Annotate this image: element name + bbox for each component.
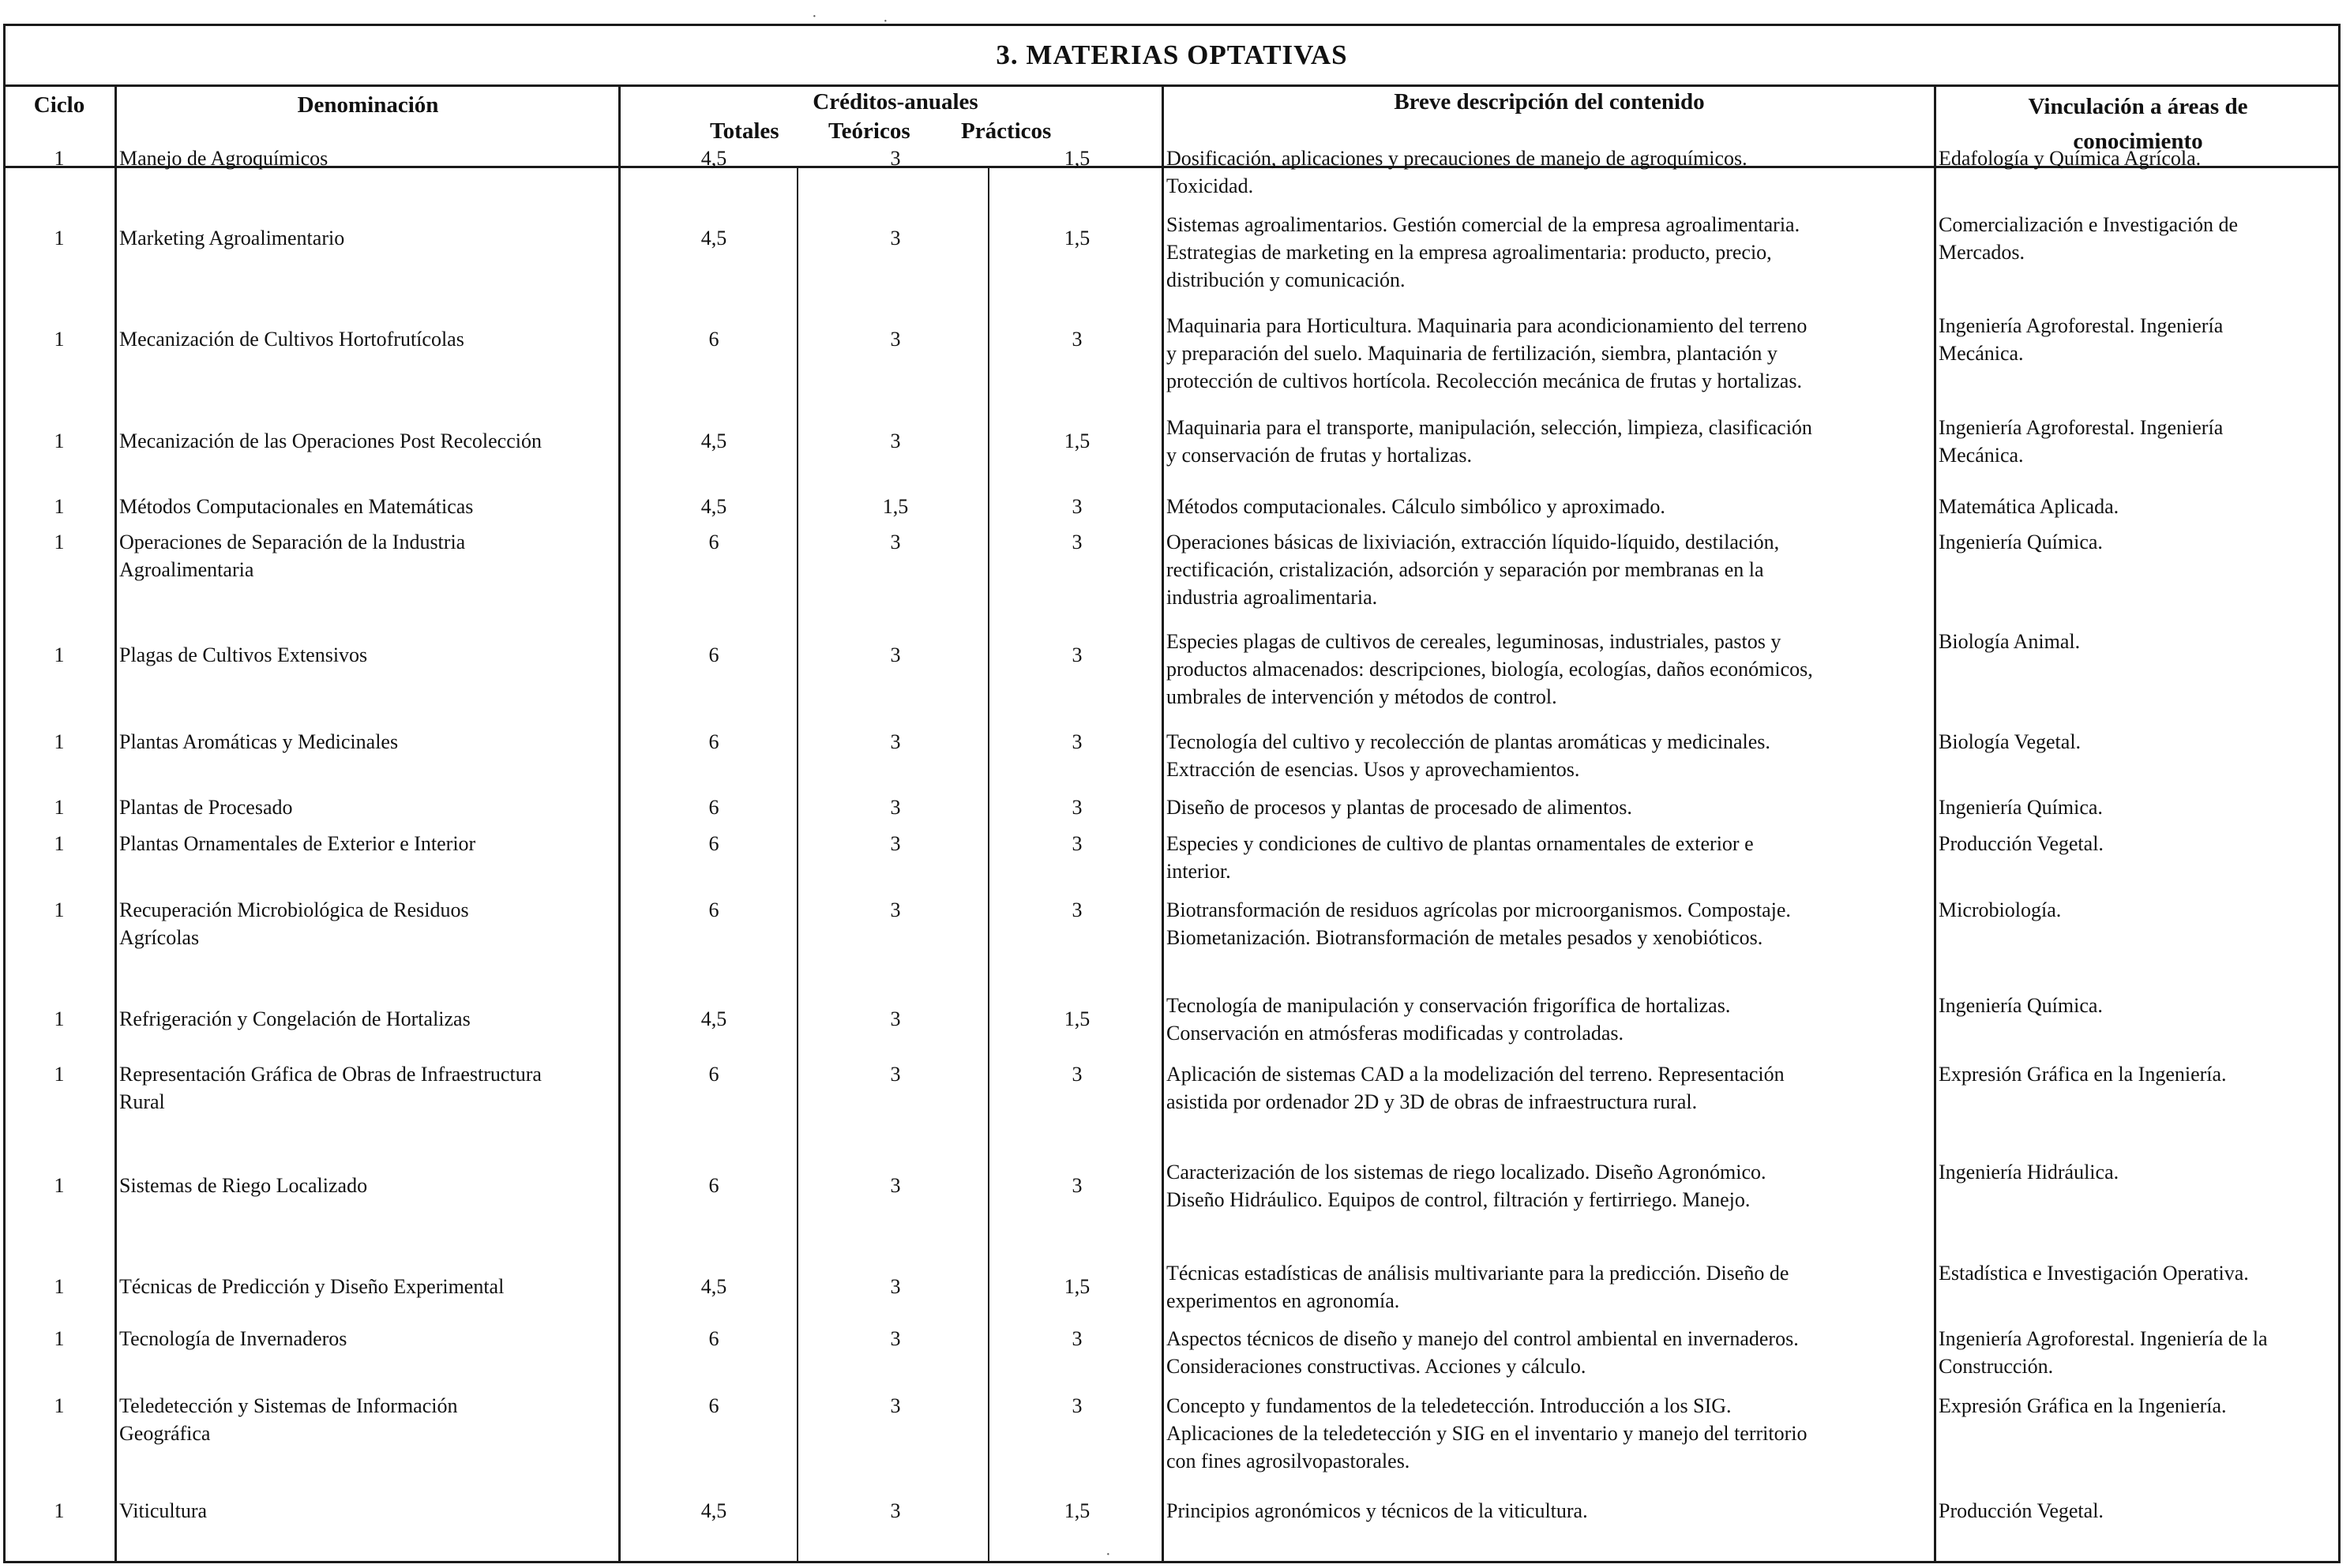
cell-denominacion: [119, 728, 617, 756]
cell-vinculacion-line: Biología Animal.: [1939, 630, 2081, 653]
cell-totales: 4,5: [700, 1007, 727, 1030]
cell-denominacion: [119, 793, 617, 821]
cell-teoricos: 3: [890, 730, 901, 753]
cell-practicos: 1,5: [1064, 1007, 1091, 1030]
cell-descripcion: [1166, 493, 1932, 520]
cell-denominacion-line: Plantas Ornamentales de Exterior e Interior: [119, 832, 476, 855]
scan-speck: ·: [812, 8, 817, 25]
cell-descripcion-line: Biotransformación de residuos agrícolas por microorganismos. Compostaje.: [1166, 898, 1791, 921]
cell-teoricos: 3: [890, 1007, 901, 1030]
cell-totales: 6: [708, 531, 719, 553]
cell-teoricos: 3: [890, 328, 901, 351]
cell-denominacion-line: Recuperación Microbiológica de Residuos: [119, 898, 469, 921]
cell-vinculacion: [1939, 992, 2333, 1019]
cell-practicos: 3: [1072, 531, 1083, 553]
cell-denominacion-line: Rural: [119, 1090, 165, 1113]
cell-teoricos: 3: [890, 898, 901, 921]
cell-vinculacion-line: Ingeniería Química.: [1939, 994, 2103, 1017]
cell-teoricos: 3: [890, 643, 901, 666]
cell-vinculacion-line: Ingeniería Agroforestal. Ingeniería de la: [1939, 1327, 2268, 1350]
cell-descripcion: [1166, 628, 1932, 711]
cell-descripcion-line: y conservación de frutas y hortalizas.: [1166, 444, 1472, 467]
cell-descripcion-line: interior.: [1166, 860, 1231, 883]
cell-vinculacion: [1939, 312, 2333, 367]
cell-teoricos: 3: [890, 832, 901, 855]
header-totales: Totales: [710, 118, 779, 144]
cell-denominacion: [119, 1172, 617, 1199]
header-practicos: Prácticos: [961, 118, 1052, 144]
column-rule: [1934, 84, 1936, 1561]
scan-speck: ·: [1106, 1546, 1111, 1563]
cell-vinculacion-line: Construcción.: [1939, 1355, 2054, 1378]
cell-teoricos: 3: [890, 1499, 901, 1522]
cell-vinculacion-line: Expresión Gráfica en la Ingeniería.: [1939, 1394, 2227, 1417]
cell-denominacion-line: Métodos Computacionales en Matemáticas: [119, 495, 474, 518]
cell-vinculacion-line: Mercados.: [1939, 241, 2025, 264]
cell-descripcion: [1166, 793, 1932, 821]
cell-descripcion-line: protección de cultivos hortícola. Recolección mecánica de frutas y hortalizas.: [1166, 369, 1802, 392]
cell-descripcion-line: asistida por ordenador 2D y 3D de obras de infraestructura rural.: [1166, 1090, 1698, 1113]
cell-descripcion: [1166, 1259, 1932, 1315]
cell-denominacion: [119, 896, 617, 951]
cell-descripcion-line: Consideraciones constructivas. Acciones y cálculo.: [1166, 1355, 1586, 1378]
cell-descripcion: [1166, 312, 1932, 395]
cell-vinculacion-line: Biología Vegetal.: [1939, 730, 2082, 753]
cell-vinculacion-line: Edafología y Química Agrícola.: [1939, 147, 2202, 170]
cell-ciclo: 1: [54, 1394, 65, 1417]
cell-practicos: 3: [1072, 1394, 1083, 1417]
cell-descripcion-line: Aplicaciones de la teledetección y SIG en el inventario y manejo del territorio: [1166, 1422, 1808, 1445]
cell-totales: 6: [708, 1394, 719, 1417]
cell-vinculacion: [1939, 414, 2333, 469]
cell-denominacion: [119, 224, 617, 252]
cell-descripcion-line: Concepto y fundamentos de la teledetección. Introducción a los SIG.: [1166, 1394, 1732, 1417]
cell-denominacion-line: Plantas de Procesado: [119, 796, 293, 819]
cell-denominacion: [119, 1497, 617, 1525]
cell-descripcion-line: Biometanización. Biotransformación de metales pesados y xenobióticos.: [1166, 926, 1763, 949]
cell-totales: 6: [708, 832, 719, 855]
cell-teoricos: 3: [890, 227, 901, 249]
cell-ciclo: 1: [54, 796, 65, 819]
cell-denominacion-line: Teledetección y Sistemas de Información: [119, 1394, 458, 1417]
cell-descripcion: [1166, 1060, 1932, 1116]
cell-ciclo: 1: [54, 1275, 65, 1298]
cell-vinculacion: [1939, 728, 2333, 756]
cell-ciclo: 1: [54, 328, 65, 351]
cell-descripcion-line: Sistemas agroalimentarios. Gestión comercial de la empresa agroalimentaria.: [1166, 213, 1800, 236]
cell-totales: 4,5: [700, 430, 727, 452]
cell-vinculacion: [1939, 896, 2333, 924]
cell-totales: 4,5: [700, 147, 727, 170]
cell-ciclo: 1: [54, 1327, 65, 1350]
cell-denominacion-line: Mecanización de las Operaciones Post Recolección: [119, 430, 542, 452]
cell-practicos: 3: [1072, 1174, 1083, 1197]
cell-descripcion: [1166, 144, 1932, 200]
cell-ciclo: 1: [54, 730, 65, 753]
cell-denominacion-line: Operaciones de Separación de la Industria: [119, 531, 466, 553]
cell-denominacion: [119, 641, 617, 669]
cell-totales: 6: [708, 1327, 719, 1350]
cell-descripcion-line: Estrategias de marketing en la empresa agroalimentaria: producto, precio,: [1166, 241, 1772, 264]
scan-speck: ·: [883, 13, 888, 30]
cell-teoricos: 3: [890, 796, 901, 819]
cell-denominacion-line: Marketing Agroalimentario: [119, 227, 345, 249]
header-ciclo: Ciclo: [33, 92, 85, 118]
cell-descripcion-line: Principios agronómicos y técnicos de la viticultura.: [1166, 1499, 1588, 1522]
cell-totales: 4,5: [700, 1275, 727, 1298]
cell-practicos: 1,5: [1064, 1275, 1091, 1298]
cell-denominacion-line: Agroalimentaria: [119, 558, 254, 581]
cell-descripcion-line: Tecnología del cultivo y recolección de plantas aromáticas y medicinales.: [1166, 730, 1770, 753]
cell-descripcion: [1166, 830, 1932, 885]
cell-ciclo: 1: [54, 147, 65, 170]
cell-descripcion-line: Dosificación, aplicaciones y precauciones de manejo de agroquímicos.: [1166, 147, 1747, 170]
cell-vinculacion: [1939, 493, 2333, 520]
cell-denominacion: [119, 1005, 617, 1033]
cell-teoricos: 3: [890, 531, 901, 553]
cell-denominacion: [119, 427, 617, 455]
cell-practicos: 3: [1072, 730, 1083, 753]
cell-descripcion: [1166, 528, 1932, 611]
cell-teoricos: 3: [890, 430, 901, 452]
cell-ciclo: 1: [54, 643, 65, 666]
cell-ciclo: 1: [54, 495, 65, 518]
cell-descripcion-line: Conservación en atmósferas modificadas y controladas.: [1166, 1022, 1624, 1045]
cell-teoricos: 3: [890, 1275, 901, 1298]
cell-vinculacion-line: Ingeniería Química.: [1939, 531, 2103, 553]
cell-vinculacion: [1939, 1392, 2333, 1420]
cell-practicos: 3: [1072, 495, 1083, 518]
cell-ciclo: 1: [54, 430, 65, 452]
cell-totales: 6: [708, 898, 719, 921]
cell-descripcion: [1166, 992, 1932, 1047]
cell-denominacion-line: Manejo de Agroquímicos: [119, 147, 328, 170]
cell-practicos: 1,5: [1064, 147, 1091, 170]
cell-ciclo: 1: [54, 227, 65, 249]
cell-descripcion-line: Maquinaria para el transporte, manipulación, selección, limpieza, clasificación: [1166, 416, 1812, 439]
cell-ciclo: 1: [54, 832, 65, 855]
cell-practicos: 3: [1072, 1063, 1083, 1086]
cell-denominacion-line: Tecnología de Invernaderos: [119, 1327, 347, 1350]
cell-descripcion-line: Tecnología de manipulación y conservación frigorífica de hortalizas.: [1166, 994, 1731, 1017]
cell-descripcion: [1166, 1497, 1932, 1525]
cell-practicos: 3: [1072, 1327, 1083, 1350]
cell-vinculacion-line: Mecánica.: [1939, 342, 2024, 365]
cell-vinculacion-line: Ingeniería Agroforestal. Ingeniería: [1939, 416, 2224, 439]
document-table: [3, 24, 2341, 1563]
cell-totales: 4,5: [700, 1499, 727, 1522]
cell-descripcion-line: Maquinaria para Horticultura. Maquinaria para acondicionamiento del terreno: [1166, 314, 1808, 337]
cell-totales: 4,5: [700, 227, 727, 249]
cell-descripcion-line: Aspectos técnicos de diseño y manejo del control ambiental en invernaderos.: [1166, 1327, 1799, 1350]
cell-denominacion-line: Mecanización de Cultivos Hortofrutícolas: [119, 328, 464, 351]
cell-denominacion-line: Agrícolas: [119, 926, 200, 949]
cell-vinculacion: [1939, 1259, 2333, 1287]
cell-denominacion: [119, 1273, 617, 1300]
cell-descripcion: [1166, 1325, 1932, 1380]
cell-descripcion-line: Métodos computacionales. Cálculo simbólico y aproximado.: [1166, 495, 1665, 518]
cell-vinculacion: [1939, 1158, 2333, 1186]
cell-descripcion-line: Especies plagas de cultivos de cereales, leguminosas, industriales, pastos y: [1166, 630, 1781, 653]
column-rule: [114, 84, 117, 1561]
cell-denominacion-line: Sistemas de Riego Localizado: [119, 1174, 368, 1197]
cell-vinculacion: [1939, 528, 2333, 556]
cell-practicos: 3: [1072, 832, 1083, 855]
cell-teoricos: 3: [890, 1063, 901, 1086]
cell-denominacion-line: Geográfica: [119, 1422, 211, 1445]
cell-vinculacion-line: Expresión Gráfica en la Ingeniería.: [1939, 1063, 2227, 1086]
cell-teoricos: 3: [890, 147, 901, 170]
cell-teoricos: 3: [890, 1327, 901, 1350]
cell-descripcion-line: Caracterización de los sistemas de riego localizado. Diseño Agronómico.: [1166, 1161, 1766, 1184]
cell-vinculacion: [1939, 830, 2333, 857]
cell-practicos: 1,5: [1064, 430, 1091, 452]
cell-denominacion: [119, 325, 617, 353]
cell-totales: 6: [708, 643, 719, 666]
cell-vinculacion-line: Ingeniería Química.: [1939, 796, 2103, 819]
header-vinculacion-line2: conocimiento: [2073, 129, 2203, 154]
cell-vinculacion-line: Microbiología.: [1939, 898, 2062, 921]
cell-descripcion-line: industria agroalimentaria.: [1166, 586, 1378, 609]
cell-denominacion-line: Plantas Aromáticas y Medicinales: [119, 730, 399, 753]
cell-denominacion: [119, 493, 617, 520]
cell-vinculacion-line: Ingeniería Hidráulica.: [1939, 1161, 2119, 1184]
cell-vinculacion-line: Estadística e Investigación Operativa.: [1939, 1262, 2249, 1285]
cell-descripcion-line: Operaciones básicas de lixiviación, extracción líquido-líquido, destilación,: [1166, 531, 1780, 553]
cell-descripcion-line: Diseño Hidráulico. Equipos de control, filtración y fertirriego. Manejo.: [1166, 1188, 1751, 1211]
cell-descripcion: [1166, 896, 1932, 951]
cell-practicos: 3: [1072, 643, 1083, 666]
cell-vinculacion-line: Comercialización e Investigación de: [1939, 213, 2239, 236]
cell-denominacion-line: Refrigeración y Congelación de Hortalizas: [119, 1007, 471, 1030]
cell-totales: 6: [708, 796, 719, 819]
cell-descripcion-line: con fines agrosilvopastorales.: [1166, 1450, 1410, 1472]
cell-descripcion: [1166, 414, 1932, 469]
cell-denominacion: [119, 1325, 617, 1352]
cell-descripcion: [1166, 1392, 1932, 1475]
cell-totales: 6: [708, 1063, 719, 1086]
cell-descripcion-line: Aplicación de sistemas CAD a la modelización del terreno. Representación: [1166, 1063, 1785, 1086]
cell-vinculacion-line: Mecánica.: [1939, 444, 2024, 467]
cell-descripcion-line: umbrales de intervención y métodos de control.: [1166, 685, 1557, 708]
cell-ciclo: 1: [54, 1063, 65, 1086]
cell-descripcion-line: y preparación del suelo. Maquinaria de fertilización, siembra, plantación y: [1166, 342, 1778, 365]
cell-vinculacion: [1939, 793, 2333, 821]
cell-descripcion-line: Toxicidad.: [1166, 174, 1254, 197]
cell-practicos: 1,5: [1064, 227, 1091, 249]
cell-vinculacion: [1939, 211, 2333, 266]
cell-vinculacion: [1939, 1497, 2333, 1525]
cell-vinculacion: [1939, 1325, 2333, 1380]
cell-descripcion-line: Diseño de procesos y plantas de procesado de alimentos.: [1166, 796, 1632, 819]
cell-teoricos: 3: [890, 1174, 901, 1197]
cell-descripcion: [1166, 728, 1932, 783]
cell-descripcion: [1166, 211, 1932, 294]
cell-descripcion-line: productos almacenados: descripciones, biología, ecologías, daños económicos,: [1166, 658, 1813, 681]
cell-denominacion-line: Representación Gráfica de Obras de Infraestructura: [119, 1063, 542, 1086]
cell-descripcion: [1166, 1158, 1932, 1214]
cell-vinculacion: [1939, 1060, 2333, 1088]
cell-ciclo: 1: [54, 531, 65, 553]
cell-denominacion-line: Viticultura: [119, 1499, 208, 1522]
column-rule: [618, 84, 621, 1561]
cell-denominacion: [119, 144, 617, 172]
page-title: 3. MATERIAS OPTATIVAS: [6, 26, 2338, 87]
header-denominacion: Denominación: [297, 92, 439, 118]
cell-totales: 6: [708, 1174, 719, 1197]
cell-descripcion-line: distribución y comunicación.: [1166, 268, 1406, 291]
header-teoricos: Teóricos: [828, 118, 910, 144]
cell-practicos: 1,5: [1064, 1499, 1091, 1522]
header-vinculacion-line1: Vinculación a áreas de: [2028, 94, 2248, 119]
cell-ciclo: 1: [54, 898, 65, 921]
cell-practicos: 3: [1072, 898, 1083, 921]
cell-totales: 4,5: [700, 495, 727, 518]
cell-ciclo: 1: [54, 1499, 65, 1522]
cell-denominacion: [119, 528, 617, 583]
cell-denominacion-line: Plagas de Cultivos Extensivos: [119, 643, 368, 666]
cell-descripcion-line: rectificación, cristalización, adsorción y separación por membranas en la: [1166, 558, 1764, 581]
cell-denominacion: [119, 1392, 617, 1447]
cell-vinculacion-line: Producción Vegetal.: [1939, 832, 2104, 855]
cell-descripcion-line: Especies y condiciones de cultivo de plantas ornamentales de exterior e: [1166, 832, 1754, 855]
cell-vinculacion: [1939, 144, 2333, 172]
cell-vinculacion: [1939, 628, 2333, 655]
cell-vinculacion-line: Matemática Aplicada.: [1939, 495, 2119, 518]
cell-practicos: 3: [1072, 796, 1083, 819]
header-creditos-anuales: Créditos-anuales: [813, 89, 978, 114]
cell-totales: 6: [708, 328, 719, 351]
cell-ciclo: 1: [54, 1007, 65, 1030]
cell-vinculacion-line: Ingeniería Agroforestal. Ingeniería: [1939, 314, 2224, 337]
header-descripcion: Breve descripción del contenido: [1394, 89, 1705, 114]
cell-teoricos: 1,5: [882, 495, 909, 518]
cell-totales: 6: [708, 730, 719, 753]
cell-denominacion: [119, 830, 617, 857]
cell-descripcion-line: Técnicas estadísticas de análisis multivariante para la predicción. Diseño de: [1166, 1262, 1789, 1285]
cell-ciclo: 1: [54, 1174, 65, 1197]
cell-denominacion: [119, 1060, 617, 1116]
cell-descripcion-line: Extracción de esencias. Usos y aprovechamientos.: [1166, 758, 1580, 781]
cell-practicos: 3: [1072, 328, 1083, 351]
cell-descripcion-line: experimentos en agronomía.: [1166, 1289, 1400, 1312]
cell-teoricos: 3: [890, 1394, 901, 1417]
cell-vinculacion-line: Producción Vegetal.: [1939, 1499, 2104, 1522]
cell-denominacion-line: Técnicas de Predicción y Diseño Experimental: [119, 1275, 505, 1298]
